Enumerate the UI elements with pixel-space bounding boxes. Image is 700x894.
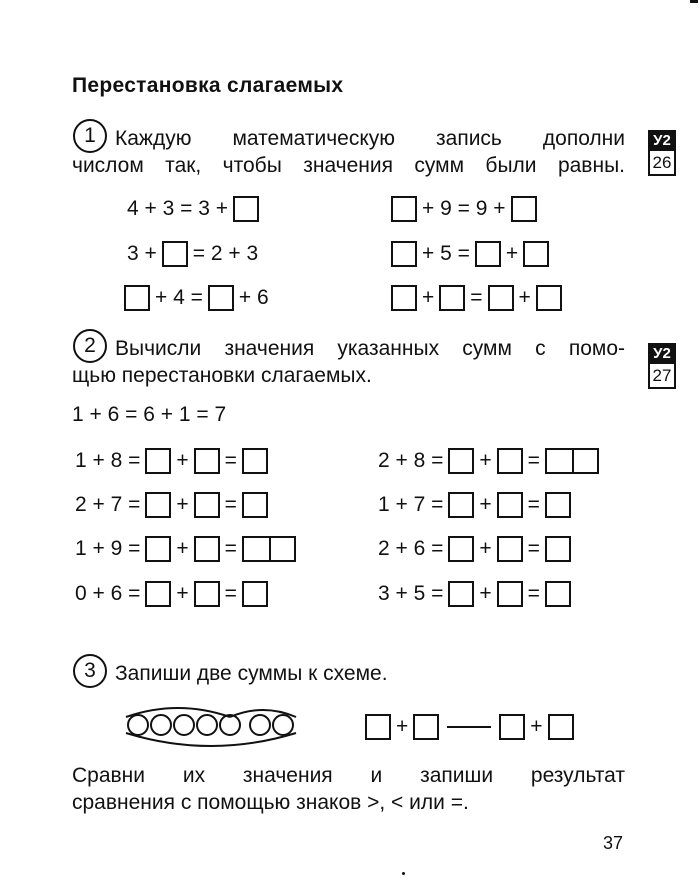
scheme-circle: [174, 715, 194, 735]
plus-sign: +: [176, 582, 189, 605]
answer-box[interactable]: [194, 448, 220, 474]
page-title: Перестановка слагаемых: [72, 74, 344, 97]
task-2-badge-number: 27: [648, 364, 676, 389]
equation-text: =: [470, 286, 483, 309]
task-1-badge-label: У2: [648, 130, 676, 151]
equals-sign: =: [527, 493, 540, 516]
answer-box[interactable]: [194, 492, 220, 518]
task-1-text-line-1: Каждую математическую запись дополни: [115, 127, 625, 150]
answer-box[interactable]: [194, 536, 220, 562]
answer-box[interactable]: [545, 492, 571, 518]
plus-sign: +: [176, 449, 189, 472]
answer-box[interactable]: [413, 714, 439, 740]
task-2-example: [72, 403, 226, 427]
equals-sign: =: [527, 449, 540, 472]
answer-box[interactable]: [545, 581, 571, 607]
answer-box[interactable]: [391, 241, 417, 267]
comparison-blank[interactable]: [447, 726, 491, 728]
task-3-text-line-1: Запиши две суммы к схеме.: [115, 662, 388, 685]
plus-sign: +: [176, 493, 189, 516]
task-1-equation-2: [124, 241, 261, 267]
equation-text: 2 + 6 =: [378, 537, 444, 560]
plus-sign: +: [396, 715, 409, 738]
task-2-number: 2: [73, 329, 107, 363]
task-1-equation-3: [122, 285, 272, 311]
task-2-equation-2: [72, 492, 270, 518]
answer-box-two-digit[interactable]: [242, 536, 296, 562]
scheme-circle: [197, 715, 217, 735]
answer-box[interactable]: [439, 285, 465, 311]
plus-sign: +: [479, 493, 492, 516]
equation-text: +: [505, 242, 519, 265]
answer-box[interactable]: [145, 492, 171, 518]
equation-text: 2 + 7 =: [75, 493, 141, 516]
equation-text: 2 + 8 =: [378, 449, 444, 472]
equals-sign: =: [527, 537, 540, 560]
answer-box[interactable]: [194, 581, 220, 607]
task-2-equation-1: [72, 448, 270, 474]
answer-box[interactable]: [523, 241, 549, 267]
scheme-diagram: [118, 697, 303, 755]
task-2-equation-4: [72, 581, 270, 607]
scheme-circle: [220, 715, 240, 735]
task-1-equation-5: [389, 241, 551, 267]
answer-box[interactable]: [511, 196, 537, 222]
equals-sign: =: [224, 493, 237, 516]
page-number: 37: [603, 833, 624, 853]
task-1-number: 1: [73, 119, 107, 153]
equation-text: + 6: [238, 286, 269, 309]
answer-box[interactable]: [242, 492, 268, 518]
task-1-badge: [648, 130, 676, 176]
equals-sign: =: [224, 449, 237, 472]
answer-box[interactable]: [145, 448, 171, 474]
equation-text: = 2 + 3: [192, 242, 259, 265]
equation-text: 4 + 3 = 3 +: [127, 197, 229, 220]
equation-text: + 9 = 9 +: [422, 197, 506, 220]
equals-sign: =: [224, 537, 237, 560]
example-equation: 1 + 6 = 6 + 1 = 7: [72, 403, 227, 426]
task-1-equation-4: [389, 196, 539, 222]
task-1-badge-number: 26: [648, 151, 676, 176]
scheme-answer: [363, 714, 576, 740]
equals-sign: =: [224, 582, 237, 605]
task-2-equation-7: [375, 536, 573, 562]
task-2-equation-8: [375, 581, 573, 607]
equation-text: + 4 =: [155, 286, 203, 309]
answer-box[interactable]: [545, 536, 571, 562]
answer-box[interactable]: [548, 714, 574, 740]
answer-box[interactable]: [124, 285, 150, 311]
answer-box[interactable]: [448, 536, 474, 562]
answer-box[interactable]: [488, 285, 514, 311]
answer-box[interactable]: [497, 581, 523, 607]
plus-sign: +: [479, 449, 492, 472]
equation-text: 3 +: [127, 242, 157, 265]
answer-box[interactable]: [448, 581, 474, 607]
equation-text: 1 + 7 =: [378, 493, 444, 516]
answer-box[interactable]: [233, 196, 259, 222]
equation-text: +: [518, 286, 531, 309]
task-2-badge-label: У2: [648, 343, 676, 364]
equation-text: 1 + 9 =: [75, 537, 141, 560]
plus-sign: +: [176, 537, 189, 560]
task-3-text-line-3: сравнения с помощью знаков >, < или =.: [72, 791, 469, 814]
plus-sign: +: [530, 715, 543, 738]
answer-box[interactable]: [391, 196, 417, 222]
equation-text: 3 + 5 =: [378, 582, 444, 605]
equation-text: 0 + 6 =: [75, 582, 141, 605]
answer-box[interactable]: [391, 285, 417, 311]
answer-box[interactable]: [448, 448, 474, 474]
scheme-circle: [250, 715, 270, 735]
answer-box[interactable]: [497, 492, 523, 518]
equation-text: + 5 =: [422, 242, 470, 265]
answer-box[interactable]: [499, 714, 525, 740]
answer-box[interactable]: [475, 241, 501, 267]
task-3-text-line-2: Сравни их значения и запиши результат: [72, 764, 625, 787]
answer-box[interactable]: [448, 492, 474, 518]
answer-box[interactable]: [497, 448, 523, 474]
task-1-text-line-2: числом так, чтобы значения сумм были равны.: [72, 154, 625, 177]
answer-box[interactable]: [536, 285, 562, 311]
task-2-equation-3: [72, 536, 298, 562]
answer-box[interactable]: [145, 581, 171, 607]
equation-text: +: [422, 286, 435, 309]
task-3-number: 3: [73, 654, 107, 688]
task-2-text-line-2: щью перестановки слагаемых.: [72, 364, 372, 387]
scheme-circle: [151, 715, 171, 735]
task-2-equation-6: [375, 492, 573, 518]
plus-sign: +: [479, 582, 492, 605]
task-1-equation-6: [389, 285, 564, 311]
scheme-circle: [273, 715, 293, 735]
page-corner-mark: [690, 0, 698, 3]
answer-box[interactable]: [162, 241, 188, 267]
task-1-equation-1: [124, 196, 261, 222]
answer-box-two-digit[interactable]: [545, 448, 599, 474]
task-2-badge: [648, 343, 676, 389]
answer-box[interactable]: [242, 448, 268, 474]
equals-sign: =: [527, 582, 540, 605]
answer-box[interactable]: [497, 536, 523, 562]
answer-box[interactable]: [242, 581, 268, 607]
scheme-circle: [128, 715, 148, 735]
answer-box[interactable]: [365, 714, 391, 740]
plus-sign: +: [479, 537, 492, 560]
task-2-equation-5: [375, 448, 601, 474]
answer-box[interactable]: [145, 536, 171, 562]
print-speck: [402, 872, 405, 875]
answer-box[interactable]: [208, 285, 234, 311]
equation-text: 1 + 8 =: [75, 449, 141, 472]
task-2-text-line-1: Вычисли значения указанных сумм с помо-: [115, 337, 625, 360]
